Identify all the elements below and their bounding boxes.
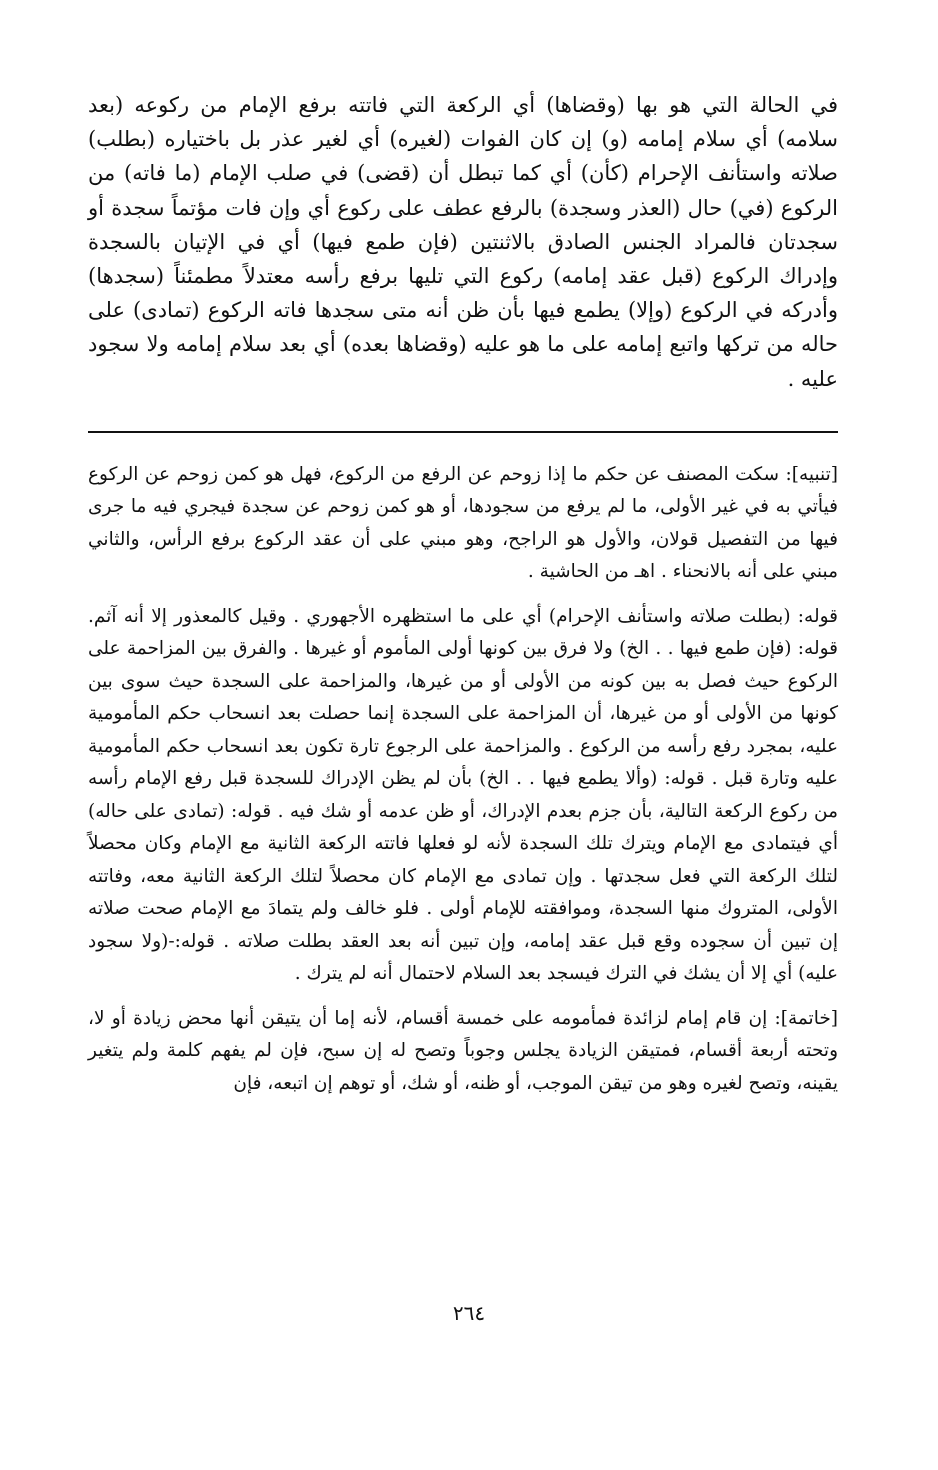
page-body (88, 88, 838, 1112)
note-tanbih: [تنبيه]: سكت المصنف عن حكم ما إذا زوحم عن الرفع من الركوع، فهل هو كمن زوحم عن الركوع فيأتي به في غير الأولى، ما لم يرفع من سجودها، أو هو كمن زوحم عن سجدة فيجري فيه ما جرى فيها من التفصيل قولان، والأول هو الراجح، وهو مبني على أن عقد الركوع برفع الرأس، والثاني مبني على أنه بالانحناء . اهـ من الحاشية . (88, 463, 838, 583)
main-text-paragraph: في الحالة التي هو بها (وقضاها) أي الركعة التي فاتته برفع الإمام من ركوعه (بعد سلامه) أي سلام إمامه (و) إن كان الفوات (لغيره) أي لغير عذر بل باختياره (بطلب) صلاته واستأنف الإحرام (كأن) أي كما تبطل أن (قضى) في صلب الإمام (ما فاته) من الركوع (في) حال (العذر وسجدة) بالرفع عطف على ركوع أي وإن فات مؤتماً سجدة أو سجدتان فالمراد الجنس الصادق بالاثنتين (فإن طمع فيها) أي في الإتيان بالسجدة وإدراك الركوع (قبل عقد إمامه) ركوع التي تليها برفع رأسه معتدلاً مطمئناً (سجدها) وأدركه في الركوع (وإلا) يطمع فيها بأن ظن أنه متى سجدها فاته الركوع (تمادى) على حاله من تركها واتبع إمامه على ما هو عليه (وقضاها بعده) أي بعد سلام إمامه ولا سجود عليه . (88, 93, 838, 391)
footnotes-section (88, 459, 838, 1101)
note-khatima: [خاتمة]: إن قام إمام لزائدة فمأمومه على خمسة أقسام، لأنه إما أن يتيقن أنها محض زيادة أو لا، وتحته أربعة أقسام، فمتيقن الزيادة يجلس وجوباً وتصح له إن سبح، فإن لم يفهم كلمة ولم يتغير يقينه، وتصح لغيره وهو من تيقن الموجب، أو ظنه، أو شك، أو توهم إن اتبعه، فإن (88, 1007, 838, 1094)
note-commentary: قوله: (بطلت صلاته واستأنف الإحرام) أي على ما استظهره الأجهوري . وقيل كالمعذور إلا أنه آثم. قوله: (فإن طمع فيها . . الخ) ولا فرق بين كونها أولى المأموم أو غيرها . والفرق بين المزاحمة على الركوع حيث فصل به بين كونه من الأولى أو من غيرها، والمزاحمة على السجدة حيث سوى بين كونها من الأولى أو من غيرها، أن المزاحمة على السجدة إنما حصلت بعد انسحاب حكم المأمومية عليه، بمجرد رفع رأسه من الركوع . والمزاحمة على الرجوع تارة تكون بعد انسحاب حكم المأمومية عليه وتارة قبل . قوله: (وألا يطمع فيها . . الخ) بأن لم يظن الإدراك للسجدة قبل رفع الإمام رأسه من ركوع الركعة التالية، بأن جزم بعدم الإدراك، أو ظن عدمه أو شك فيه . قوله: (تمادى على حاله) أي فيتمادى مع الإمام ويترك تلك السجدة لأنه لو فعلها فاتته الركعة الثانية مع الإمام وكان محصلاً لتلك الركعة التي فعل سجدتها . وإن تمادى مع الإمام كان محصلاً لتلك الركعة الثانية معه، وفاتته الأولى، المتروك منها السجدة، وموافقته للإمام أولى . فلو خالف ولم يتمادَ مع الإمام صحت صلاته إن تبين أن سجوده وقع قبل عقد إمامه، وإن تبين أنه بعد العقد بطلت صلاته . قوله:-(ولا سجود عليه) أي إلا أن يشك في الترك فيسجد بعد السلام لاحتمال أنه لم يترك . (88, 605, 838, 985)
footnote-divider (88, 431, 838, 433)
page-number: ٢٦٤ (452, 1301, 486, 1325)
